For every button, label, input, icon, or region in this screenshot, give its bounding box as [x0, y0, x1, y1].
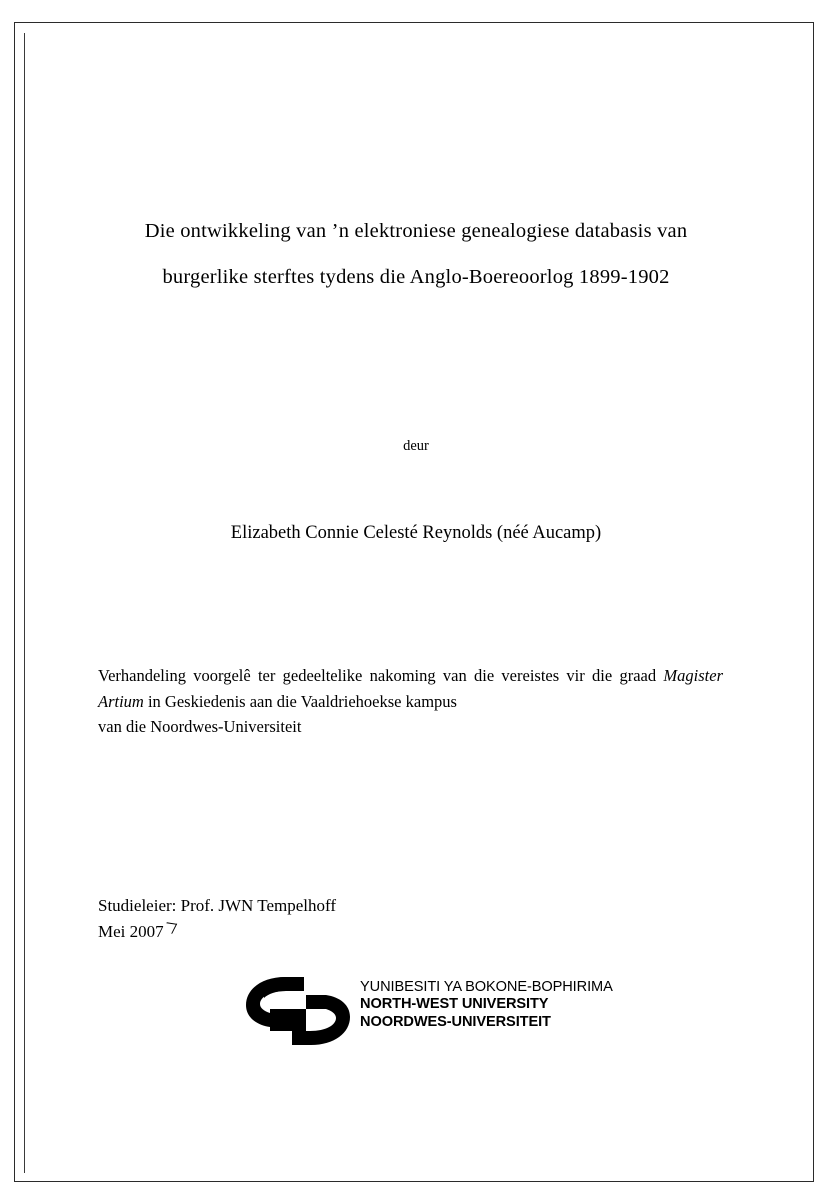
- supervisor-and-date: [98, 893, 598, 945]
- statement-part-3: van die Noordwes-Universiteit: [98, 717, 302, 736]
- title-line-1: Die ontwikkeling van ’n elektroniese genealogiese databasis van: [144, 220, 688, 242]
- logo-wordmark: [360, 979, 613, 1031]
- university-logo-block: [242, 973, 662, 1051]
- statement-part-1: Verhandeling voorgelê ter gedeeltelike nakoming van die vereistes vir die graad: [98, 666, 664, 685]
- page-title: [96, 208, 736, 300]
- logo-line-2: NORTH-WEST UNIVERSITY: [360, 996, 549, 1013]
- by-label: deur: [403, 438, 429, 454]
- degree-statement: [98, 663, 723, 740]
- statement-part-2: in Geskiedenis aan die Vaaldriehoekse kampus: [143, 691, 457, 711]
- degree-name: Magister Artium: [98, 666, 723, 711]
- title-line-2: burgerlike sterftes tydens die Anglo-Boereoorlog 1899-1902: [162, 266, 670, 288]
- supervisor-line: Studieleier: Prof. JWN Tempelhoff: [98, 896, 337, 915]
- date-line: Mei 2007: [98, 922, 164, 941]
- title-page-content: [96, 33, 736, 1173]
- date-line-wrap: [98, 919, 164, 945]
- logo-line-1: YUNIBESITI YA BOKONE-BOPHIRIMA: [360, 979, 613, 995]
- author-name: Elizabeth Connie Celesté Reynolds (néé Aucamp): [230, 523, 602, 543]
- north-west-university-logo-icon: [242, 975, 354, 1047]
- logo-line-3: NOORDWES-UNIVERSITEIT: [360, 1013, 551, 1030]
